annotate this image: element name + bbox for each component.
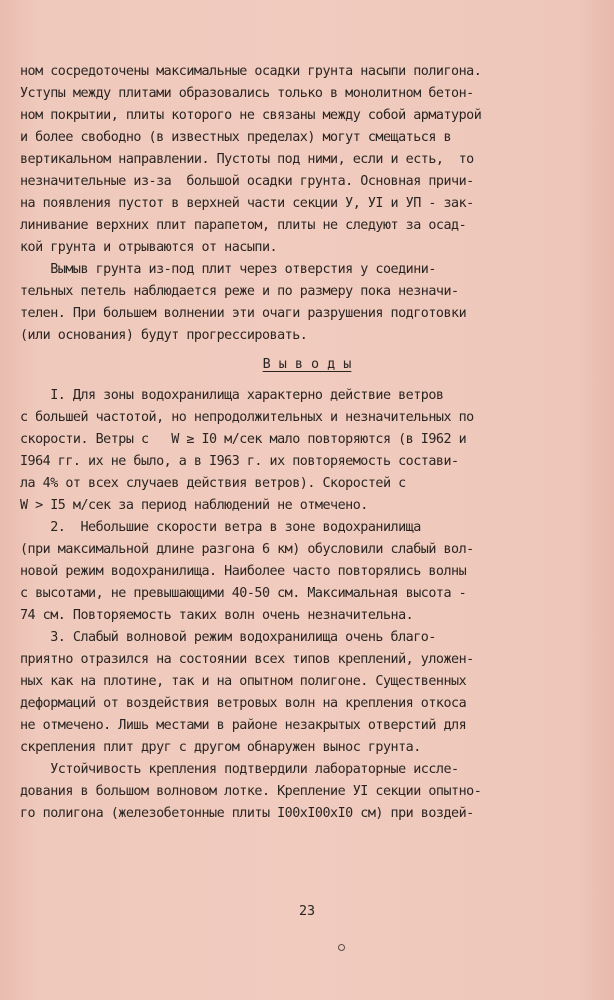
text-line: скрепления плит друг с другом обнаружен вынос грунта. (20, 740, 421, 755)
text-line: ном покрытии, плиты которого не связаны между собой арматурой (20, 108, 482, 123)
text-line: дования в большом волновом лотке. Крепление УI секции опытно- (20, 784, 482, 799)
text-line: и более свободно (в известных пределах) могут смещаться в (20, 130, 452, 145)
page-number: 23 (298, 904, 316, 919)
text-line: I. Для зоны водохранилища характерно действие ветров (20, 388, 444, 403)
text-line: телен. При большем волнении эти очаги разрушения подготовки (20, 306, 467, 321)
text-line: Уступы между плитами образовались только в монолитном бетон- (20, 86, 474, 101)
text-line: Вымыв грунта из-под плит через отверстия у соедини- (20, 262, 436, 277)
text-line: незначительные из-за большой осадки грунта. Основная причи- (20, 174, 474, 189)
text-line: 2. Небольшие скорости ветра в зоне водохранилища (20, 520, 421, 535)
text-line: вертикальном направлении. Пустоты под ними, если и есть, то (20, 152, 474, 167)
text-line: линивание верхних плит парапетом, плиты не следуют за осад- (20, 218, 467, 233)
text-line: 74 см. Повторяемость таких волн очень незначительна. (20, 608, 414, 623)
text-line: с большей частотой, но непродолжительных и незначительных по (20, 410, 474, 425)
text-line: ном сосредоточены максимальные осадки грунта насыпи полигона. (20, 64, 482, 79)
text-line: приятно отразился на состоянии всех типов креплений, уложен- (20, 652, 474, 667)
text-line: ных как на плотине, так и на опытном полигоне. Существенных (20, 674, 467, 689)
section-heading: В ы в о д ы (262, 357, 352, 372)
text-line: новой режим водохранилища. Наиболее часто повторялись волны (20, 564, 467, 579)
text-line: W > I5 м/сек за период наблюдений не отмечено. (20, 498, 368, 513)
text-line: скорости. Ветры с W ≥ I0 м/сек мало повторяются (в I962 и (20, 432, 467, 447)
text-line: 3. Слабый волновой режим водохранилища очень благо- (20, 630, 436, 645)
text-line: го полигона (железобетонные плиты I00xI00xI0 см) при воздей- (20, 806, 474, 821)
paper-mark (338, 944, 345, 951)
text-line: тельных петель наблюдается реже и по размеру пока незначи- (20, 284, 459, 299)
text-line: (при максимальной длине разгона 6 км) обусловили слабый вол- (20, 542, 474, 557)
text-line: не отмечено. Лишь местами в районе незакрытых отверстий для (20, 718, 467, 733)
text-line: деформаций от воздействия ветровых волн на крепления откоса (20, 696, 467, 711)
text-line: ла 4% от всех случаев действия ветров). Скоростей с (20, 476, 406, 491)
text-line: (или основания) будут прогрессировать. (20, 328, 308, 343)
text-line: на появления пустот в верхней части секции У, УI и УП - зак- (20, 196, 474, 211)
text-line: I964 гг. их не было, а в I963 г. их повторяемость состави- (20, 454, 459, 469)
text-line: с высотами, не превышающими 40-50 см. Максимальная высота - (20, 586, 467, 601)
text-line: Устойчивость крепления подтвердили лабораторные иссле- (20, 762, 459, 777)
text-line: кой грунта и отрываются от насыпи. (20, 240, 278, 255)
